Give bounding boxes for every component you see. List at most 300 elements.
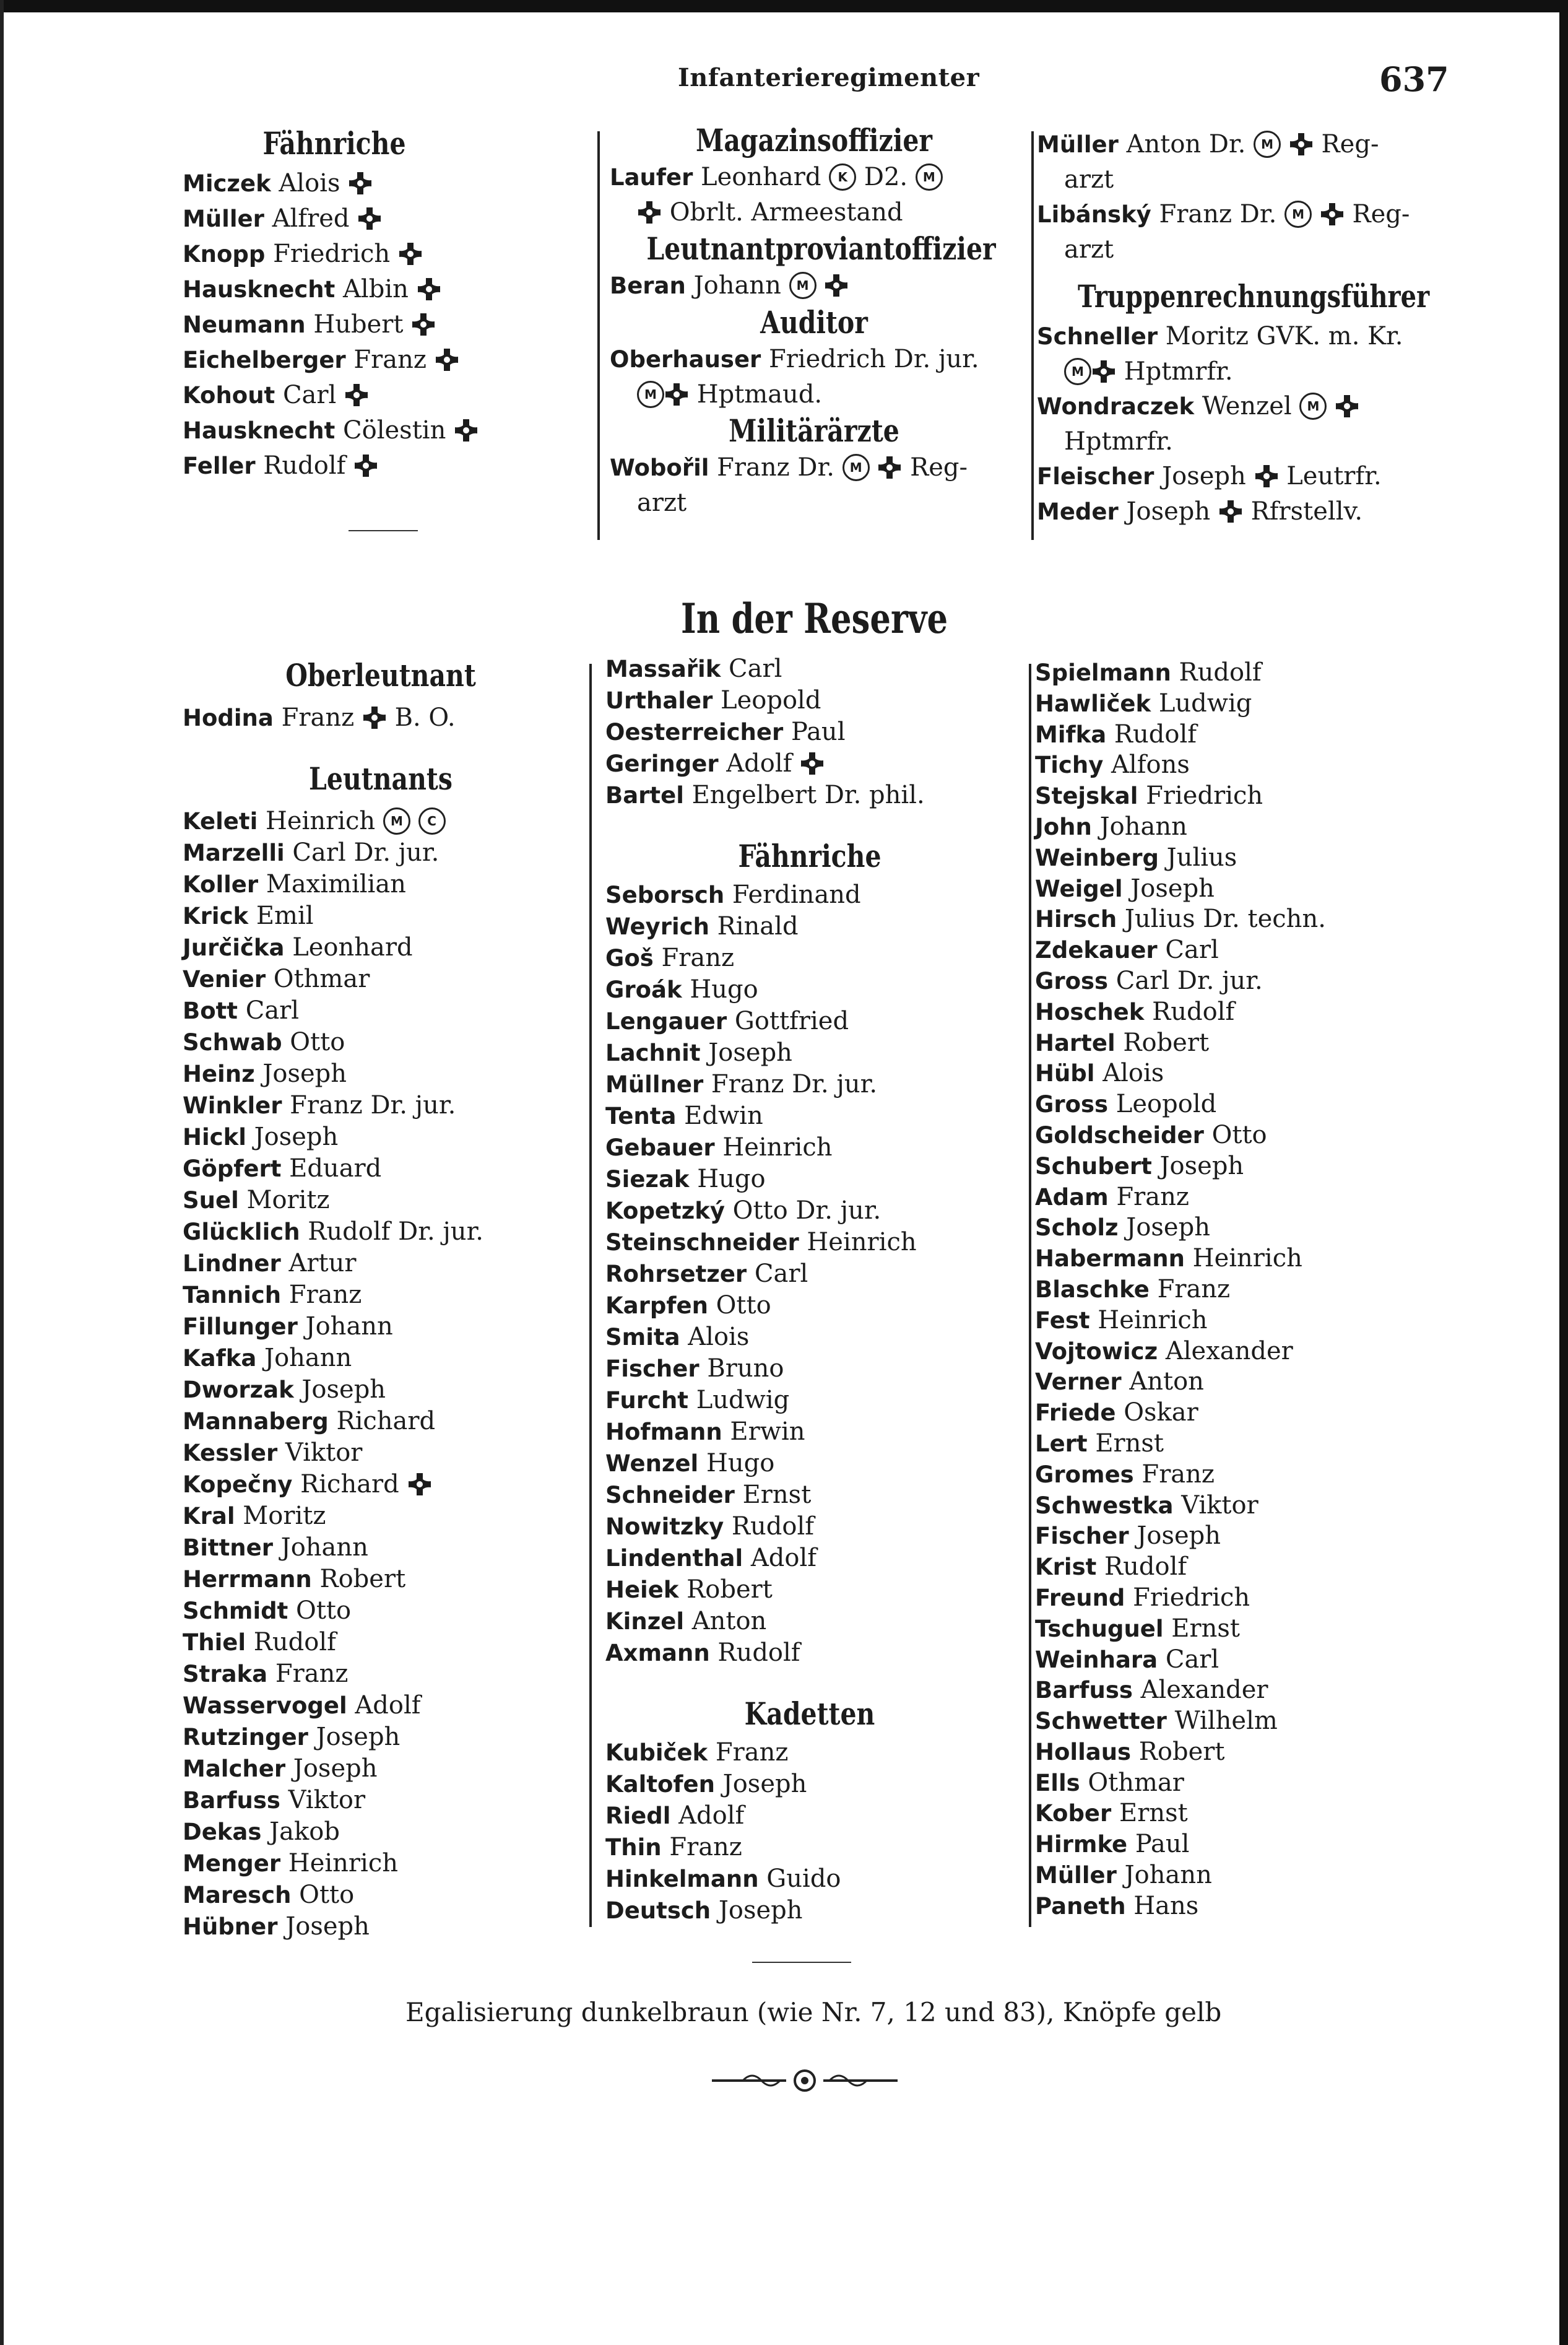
list-item (1035, 997, 1444, 1028)
entry-text: Franz (661, 1833, 742, 1861)
list-item (183, 1690, 579, 1721)
entry-text: Heinrich (714, 1133, 833, 1162)
surname: Axmann (605, 1640, 710, 1666)
surname: Tannich (183, 1282, 282, 1308)
list-item (183, 1753, 579, 1785)
entry-text: Hugo (698, 1449, 775, 1477)
list-item (183, 869, 579, 900)
surname: Furcht (605, 1387, 688, 1414)
entry-text: Alfred (264, 204, 350, 233)
list-item (183, 1911, 579, 1943)
surname: Hübner (183, 1913, 278, 1940)
decoration-cross-icon (398, 241, 423, 266)
scan-border-left (0, 0, 4, 2345)
surname: Mannaberg (183, 1408, 329, 1435)
list-item (1037, 389, 1445, 424)
list-item (1035, 1429, 1444, 1460)
list-item (183, 378, 486, 413)
surname: Paneth (1035, 1892, 1126, 1920)
list-item (1035, 1274, 1444, 1305)
list-item (605, 942, 1014, 974)
surname: Geringer (605, 750, 719, 777)
list-item (183, 237, 486, 272)
entry-text: Moritz (238, 1186, 330, 1214)
list-item (605, 1737, 1014, 1769)
entry-text: Leopold (713, 686, 821, 715)
entry-text: Heinrich (1089, 1305, 1208, 1334)
entry-text: arzt (1064, 165, 1114, 194)
entry-text: Adolf (718, 749, 792, 778)
surname: Krist (1035, 1554, 1097, 1581)
entry-text: Joseph (1118, 1213, 1210, 1242)
list-item (605, 1574, 1014, 1606)
list-item (183, 1879, 579, 1911)
surname: Gebauer (605, 1134, 715, 1161)
section-heading: Oberleutnant (285, 657, 476, 694)
surname: Goš (605, 945, 654, 972)
entry-text: Leonhard (693, 163, 821, 191)
reserve-column-2 (605, 653, 1014, 1926)
decoration-cross-icon (1254, 464, 1279, 489)
footer-divider (752, 1962, 851, 1963)
entry-text: Joseph (1122, 874, 1215, 903)
entry-text: Carl (1158, 1645, 1219, 1674)
list-item (183, 1185, 579, 1216)
entry-text: Franz (267, 1660, 349, 1688)
entry-text: Carl (1157, 936, 1219, 965)
list-item (605, 911, 1014, 942)
list-item (605, 653, 1014, 685)
medal-m-icon: M (789, 272, 816, 299)
entry-text: Heinrich (1184, 1244, 1302, 1273)
decoration-cross-icon (454, 418, 479, 443)
list-item (605, 1863, 1014, 1895)
surname: Müller (183, 206, 264, 232)
surname: Fillunger (183, 1313, 298, 1340)
decoration-cross-icon (824, 273, 849, 298)
list-item (183, 1595, 579, 1627)
surname: Bott (183, 998, 238, 1024)
surname: Weyrich (605, 913, 709, 940)
entry-text: Obrlt. Armeestand (662, 198, 903, 227)
surname: Lindner (183, 1250, 281, 1277)
entry-text: Otto (282, 1028, 345, 1056)
list-item (183, 702, 579, 734)
list-item (1035, 812, 1444, 843)
entry-text: Joseph (700, 1038, 792, 1067)
section-heading: Truppenrechnungsführer (1078, 278, 1430, 315)
entry-text: Engelbert Dr. phil. (683, 781, 925, 809)
list-item (1035, 1860, 1444, 1891)
entry-text: Alfons (1103, 750, 1190, 780)
list-item (183, 1785, 579, 1816)
surname: Tschuguel (1035, 1615, 1164, 1642)
entry-text: Alexander (1158, 1336, 1293, 1365)
surname: Knopp (183, 241, 266, 268)
surname: Friede (1035, 1399, 1116, 1427)
column-rule-top-2 (1031, 131, 1034, 540)
section-heading: Leutnantproviantoffizier (646, 230, 996, 267)
surname: Lert (1035, 1430, 1088, 1457)
surname: Hinkelmann (605, 1866, 759, 1892)
decoration-cross-icon (637, 200, 662, 225)
entry-text: Erwin (722, 1417, 805, 1446)
surname: Freund (1035, 1584, 1125, 1611)
surname: Glücklich (183, 1219, 300, 1245)
list-item (1037, 459, 1445, 494)
entry-text: Rudolf (1171, 658, 1262, 687)
list-item (1035, 1089, 1444, 1120)
entry-suffix: B. O. (386, 703, 456, 732)
entry-continuation (610, 485, 1018, 520)
list-item (1035, 1583, 1444, 1614)
surname: Hausknecht (183, 276, 336, 303)
section-divider-short (349, 530, 418, 531)
list-item (1035, 1120, 1444, 1151)
section-heading: Kadetten (744, 1695, 875, 1732)
surname: Hübl (1035, 1060, 1095, 1087)
surname: Kessler (183, 1440, 278, 1466)
entry-text: Otto Dr. jur. (724, 1196, 881, 1225)
list-item (1037, 319, 1445, 354)
surname: Gross (1035, 1091, 1109, 1118)
surname: Siezak (605, 1166, 690, 1193)
entry-text: Anton (1121, 1367, 1204, 1396)
decoration-cross-icon (1335, 394, 1359, 419)
surname: Jurčička (183, 934, 285, 961)
surname: Massařik (605, 656, 721, 682)
surname: Schneider (605, 1482, 735, 1508)
top-column-2 (610, 121, 1018, 520)
list-item (1035, 1706, 1444, 1737)
entry-text: Robert (678, 1575, 773, 1604)
list-item (183, 1406, 579, 1437)
decoration-cross-icon (362, 705, 387, 730)
decoration-cross-icon (877, 455, 902, 480)
entry-text: Paul (1127, 1830, 1190, 1859)
entry-text: Anton (684, 1607, 767, 1635)
list-item (1037, 494, 1445, 529)
surname: Weinhara (1035, 1646, 1158, 1673)
entry-text: Richard (292, 1470, 399, 1499)
entry-text: Joseph (1151, 1151, 1244, 1180)
entry-text: Franz (281, 1281, 362, 1309)
list-item (1035, 781, 1444, 812)
entry-text: Hugo (689, 1165, 766, 1193)
list-item (183, 1816, 579, 1848)
entry-text: Gottfried (727, 1007, 849, 1035)
list-item (1035, 1891, 1444, 1922)
surname: Urthaler (605, 687, 713, 714)
surname: Wasservogel (183, 1692, 347, 1719)
surname: Keleti (183, 808, 258, 835)
surname: Seborsch (605, 882, 725, 908)
decoration-cross-icon (348, 171, 373, 196)
surname: Fischer (1035, 1523, 1129, 1550)
list-item (605, 1385, 1014, 1416)
list-item (605, 1258, 1014, 1290)
entry-text: Alois (680, 1323, 750, 1351)
surname: Deutsch (605, 1897, 711, 1924)
list-item (1035, 1182, 1444, 1213)
surname: Eichelberger (183, 347, 346, 373)
entry-text: Othmar (1080, 1768, 1184, 1797)
surname: Oberhauser (610, 346, 761, 373)
surname: Habermann (1035, 1245, 1185, 1273)
list-item (1035, 1798, 1444, 1829)
surname: Feller (183, 453, 256, 479)
surname: Kafka (183, 1345, 257, 1372)
surname: Spielmann (1035, 659, 1171, 686)
entry-text: Rudolf (1096, 1552, 1187, 1581)
surname: Koller (183, 871, 259, 898)
list-item (1035, 1212, 1444, 1243)
list-item (183, 1342, 579, 1374)
surname: Steinschneider (605, 1229, 799, 1256)
list-item (1035, 904, 1444, 935)
surname: Hofmann (605, 1419, 722, 1445)
surname: Laufer (610, 164, 693, 191)
surname: Weigel (1035, 875, 1123, 902)
surname: Müllner (605, 1071, 704, 1098)
medal-c-icon: C (418, 807, 446, 835)
entry-text: Robert (311, 1565, 406, 1593)
surname: Winkler (183, 1092, 282, 1119)
list-item (605, 685, 1014, 716)
section-heading: Fähnriche (262, 125, 406, 162)
column-rule-top-1 (597, 131, 600, 540)
entry-text: Viktor (280, 1786, 366, 1814)
surname: Gross (1035, 967, 1109, 994)
decoration-cross-icon (435, 347, 459, 372)
entry-text: Wenzel (1194, 392, 1292, 420)
list-item (605, 1769, 1014, 1800)
surname: Schwestka (1035, 1492, 1174, 1519)
entry-continuation (1037, 232, 1445, 267)
list-item (183, 1248, 579, 1279)
entry-text: Friedrich (265, 240, 391, 268)
list-item (605, 1100, 1014, 1132)
list-item (1035, 843, 1444, 874)
surname: Lachnit (605, 1040, 701, 1066)
list-item (183, 1279, 579, 1311)
surname: Hirmke (1035, 1831, 1128, 1858)
entry-text: Joseph (277, 1912, 370, 1941)
list-item (183, 1153, 579, 1185)
surname: Hoschek (1035, 998, 1145, 1025)
entry-text: Johann (297, 1312, 393, 1341)
entry-text: Rinald (709, 912, 799, 941)
list-item (1035, 720, 1444, 750)
list-item (1035, 750, 1444, 781)
medal-m-icon: M (1299, 393, 1327, 420)
surname: Wenzel (605, 1450, 699, 1477)
surname: Kopečny (183, 1471, 293, 1498)
list-item (183, 806, 579, 837)
list-item (1035, 1675, 1444, 1706)
entry-text: Ludwig (1151, 689, 1252, 718)
list-item (183, 1500, 579, 1532)
list-item (183, 1027, 579, 1058)
reserve-column-3 (1035, 658, 1444, 1922)
list-item (1037, 197, 1445, 232)
scan-border-top (0, 0, 1568, 12)
list-item (183, 413, 486, 448)
entry-text: Franz Dr. jur. (703, 1070, 878, 1099)
entry-text: Joseph (293, 1375, 386, 1404)
list-item (1037, 127, 1445, 162)
surname: Thin (605, 1834, 662, 1861)
entry-suffix: D2. (856, 163, 908, 191)
list-item (1035, 658, 1444, 689)
entry-text: Johann (272, 1533, 368, 1562)
surname: Rutzinger (183, 1724, 308, 1751)
surname: Weinberg (1035, 844, 1159, 871)
list-item (183, 900, 579, 932)
list-item (605, 1606, 1014, 1637)
surname: Hollaus (1035, 1738, 1132, 1765)
surname: Fleischer (1037, 463, 1154, 490)
surname: Lindenthal (605, 1545, 743, 1572)
entry-text: Heinrich (258, 807, 376, 835)
entry-text: Rudolf (255, 451, 346, 480)
list-item (1035, 1367, 1444, 1398)
list-item (183, 307, 486, 342)
list-item (1035, 1552, 1444, 1583)
surname: Fest (1035, 1307, 1090, 1334)
list-item (605, 1069, 1014, 1100)
entry-text: Leonhard (284, 933, 413, 962)
entry-text: Rudolf (1106, 720, 1197, 749)
surname: Straka (183, 1661, 268, 1687)
surname: Schneller (1037, 323, 1158, 350)
surname: Kohout (183, 382, 275, 409)
list-item (183, 1721, 579, 1753)
entry-text: Johann (256, 1344, 352, 1372)
entry-text: Emil (248, 902, 314, 930)
list-item (1035, 1768, 1444, 1799)
entry-continuation (610, 195, 1018, 230)
surname: Dworzak (183, 1377, 294, 1403)
list-item (605, 1637, 1014, 1669)
surname: Mifka (1035, 721, 1107, 748)
entry-text: Heinrich (280, 1849, 398, 1877)
surname: Hartel (1035, 1029, 1115, 1056)
entry-text: Carl (721, 655, 782, 683)
surname: Bittner (183, 1534, 273, 1561)
entry-text: Joseph (254, 1059, 347, 1088)
list-item (183, 1121, 579, 1153)
surname: Maresch (183, 1882, 292, 1908)
list-item (605, 1321, 1014, 1353)
entry-text: Joseph (711, 1896, 803, 1925)
surname: Riedl (605, 1803, 671, 1829)
surname: Herrmann (183, 1566, 312, 1593)
entry-text: Otto (1203, 1120, 1267, 1149)
entry-continuation (1037, 424, 1445, 459)
decoration-cross-icon (1320, 202, 1345, 227)
entry-text: Alexander (1132, 1676, 1268, 1705)
list-item (605, 1895, 1014, 1926)
list-item (1035, 874, 1444, 905)
entry-text: Otto (708, 1291, 771, 1320)
surname: Hausknecht (183, 417, 336, 444)
medal-m-icon: M (1064, 358, 1091, 385)
surname: Schwetter (1035, 1708, 1167, 1735)
surname: Krick (183, 903, 249, 929)
surname: Kober (1035, 1800, 1112, 1827)
medal-k-icon: K (829, 163, 856, 191)
decoration-cross-icon (353, 453, 378, 478)
list-item (1035, 935, 1444, 966)
list-item (183, 1532, 579, 1564)
entry-text: Friedrich Dr. jur. (761, 345, 979, 373)
list-item (1035, 1737, 1444, 1768)
surname: Scholz (1035, 1214, 1119, 1242)
decoration-cross-icon (1289, 132, 1314, 157)
list-item (1035, 966, 1444, 997)
entry-text: Franz (1149, 1274, 1231, 1303)
list-item (1035, 1243, 1444, 1274)
list-item (1035, 1614, 1444, 1645)
entry-text: Carl (238, 996, 300, 1025)
decoration-cross-icon (417, 277, 441, 302)
entry-text: Adolf (347, 1691, 421, 1720)
surname: Smita (605, 1324, 680, 1351)
surname: Zdekauer (1035, 937, 1158, 964)
entry-continuation (1037, 354, 1445, 389)
list-item (605, 1290, 1014, 1321)
entry-text: Julius Dr. techn. (1117, 905, 1326, 934)
surname: John (1035, 813, 1092, 840)
surname: Hirsch (1035, 906, 1117, 933)
entry-text: Hptmrfr. (1116, 357, 1233, 386)
entry-text: Julius (1158, 843, 1237, 872)
surname: Verner (1035, 1368, 1122, 1396)
list-item (183, 1311, 579, 1342)
entry-text: Friedrich (1125, 1583, 1250, 1612)
surname: Hickl (183, 1124, 246, 1151)
list-item (183, 1216, 579, 1248)
list-item (605, 1448, 1014, 1479)
surname: Gromes (1035, 1461, 1134, 1488)
surname: Karpfen (605, 1292, 708, 1319)
list-item (605, 879, 1014, 911)
list-item (605, 974, 1014, 1006)
surname: Goldscheider (1035, 1121, 1204, 1149)
surname: Fischer (605, 1355, 700, 1382)
entry-text: Joseph (1128, 1521, 1221, 1551)
surname: Kopetzký (605, 1198, 725, 1224)
entry-text: Moritz (235, 1502, 326, 1530)
entry-text: Otto (288, 1596, 352, 1625)
list-item (183, 1848, 579, 1879)
list-item (1035, 1490, 1444, 1521)
running-header: Infanterieregimenter (678, 63, 980, 92)
entry-text: Ferdinand (724, 881, 861, 909)
entry-text: Oskar (1115, 1398, 1198, 1427)
entry-text: Carl Dr. jur. (284, 838, 440, 867)
medal-m-icon: M (842, 454, 870, 481)
entry-text: Robert (1131, 1737, 1225, 1766)
list-item (183, 837, 579, 869)
entry-text: Ludwig (688, 1386, 790, 1414)
entry-text: Albin (335, 275, 409, 303)
surname: Meder (1037, 498, 1119, 525)
decoration-cross-icon (1218, 499, 1243, 524)
entry-text: Joseph (1118, 497, 1211, 526)
entry-text: Franz (708, 1738, 789, 1767)
